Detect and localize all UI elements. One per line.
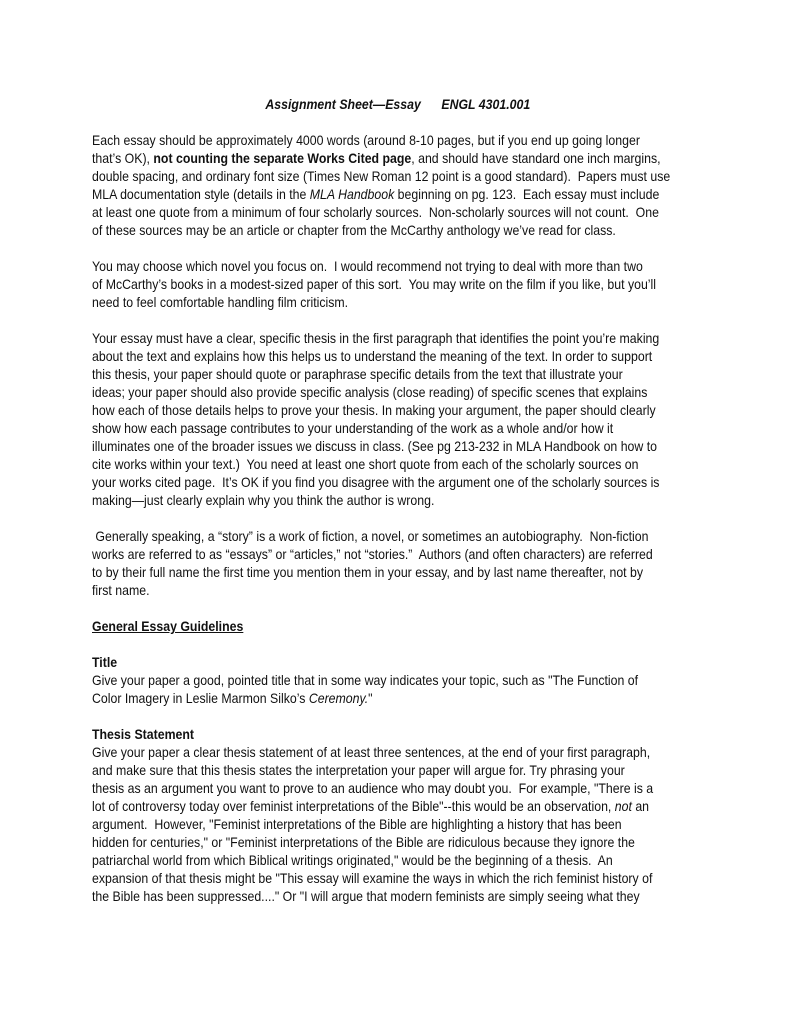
text-line — [92, 293, 708, 311]
text-line — [92, 473, 708, 491]
text-segment: first name. — [92, 582, 150, 598]
text-segment: an — [631, 798, 650, 814]
text-segment: and make sure that this thesis states the interpretation your paper will argue for. Try phrasing your — [92, 762, 625, 778]
text-line — [92, 419, 708, 437]
text-line — [92, 797, 708, 815]
text-segment: expansion of that thesis might be "This essay will examine the ways in which the rich feminist history of — [92, 870, 653, 886]
text-line — [92, 437, 708, 455]
text-segment: lot of controversy today over feminist interpretations of the Bible"--this would be an observation, — [92, 798, 615, 814]
text-segment: thesis as an argument you want to prove to an audience who may doubt you. For example, "There is a — [92, 780, 654, 796]
text-line — [92, 653, 708, 671]
text-line — [92, 671, 708, 689]
text-line — [92, 815, 708, 833]
paragraph — [92, 653, 708, 707]
styled-text: Title — [92, 654, 118, 670]
text-line — [92, 131, 708, 149]
text-line — [92, 779, 708, 797]
text-segment: Each essay should be approximately 4000 words (around 8-10 pages, but if you end up going longer — [92, 132, 640, 148]
text-line — [92, 185, 708, 203]
text-segment: ideas; your paper should also provide specific analysis (close reading) of specific scenes that explains — [92, 384, 648, 400]
text-line — [92, 455, 708, 473]
text-line — [92, 347, 708, 365]
text-line — [92, 275, 708, 293]
text-line — [92, 221, 708, 239]
text-segment: beginning on pg. 123. Each essay must include — [394, 186, 660, 202]
text-line — [92, 563, 708, 581]
text-segment: of McCarthy’s books in a modest-sized paper of this sort. You may write on the film if you like, but you’ll — [92, 276, 657, 292]
text-line — [92, 869, 708, 887]
paragraph — [92, 257, 708, 311]
text-line — [92, 167, 708, 185]
text-line — [92, 617, 708, 635]
spacer — [92, 635, 708, 653]
text-segment: illuminates one of the broader issues we discuss in class. (See pg 213-232 in MLA Handbook on how to — [92, 438, 658, 454]
paragraph — [92, 329, 708, 509]
text-segment: Color Imagery in Leslie Marmon Silko’s — [92, 690, 309, 706]
text-segment: your works cited page. It’s OK if you find you disagree with the argument one of the scholarly sources is — [92, 474, 660, 490]
text-segment: MLA documentation style (details in the — [92, 186, 310, 202]
text-line — [92, 851, 708, 869]
text-line — [92, 743, 708, 761]
styled-text: not — [614, 798, 632, 814]
text-segment: Give your paper a clear thesis statement of at least three sentences, at the end of your first paragraph, — [92, 744, 651, 760]
paragraph — [92, 725, 708, 905]
spacer — [92, 707, 708, 725]
text-segment: to by their full name the first time you mention them in your essay, and by last name thereafter, not by — [92, 564, 644, 580]
text-segment: patriarchal world from which Biblical writings originated," would be the beginning of a thesis. An — [92, 852, 613, 868]
text-segment: works are referred to as “essays” or “articles,” not “stories.” Authors (and often characters) are referred — [92, 546, 653, 562]
paragraph — [92, 527, 708, 599]
text-segment: making—just clearly explain why you think the author is wrong. — [92, 492, 435, 508]
text-line — [92, 401, 708, 419]
text-line — [92, 365, 708, 383]
text-segment: cite works within your text.) You need at least one short quote from each of the scholarly sources on — [92, 456, 639, 472]
spacer — [92, 311, 708, 329]
document-title: Assignment Sheet—Essay ENGL 4301.001 — [265, 96, 531, 112]
text-line — [92, 761, 708, 779]
text-line — [92, 203, 708, 221]
text-line — [92, 689, 708, 707]
text-line — [92, 833, 708, 851]
text-segment: Generally speaking, a “story” is a work of fiction, a novel, or sometimes an autobiography. Non-fiction — [92, 528, 649, 544]
styled-text: Thesis Statement — [92, 726, 195, 742]
text-line — [92, 725, 708, 743]
text-line — [92, 329, 708, 347]
text-line — [92, 581, 708, 599]
spacer — [92, 509, 708, 527]
styled-text: not counting the separate Works Cited page — [153, 150, 412, 166]
text-segment: , and should have standard one inch margins, — [411, 150, 661, 166]
text-segment: Your essay must have a clear, specific thesis in the first paragraph that identifies the point you’re making — [92, 330, 660, 346]
text-segment: show how each passage contributes to your understanding of the work as a whole and/or how it — [92, 420, 614, 436]
text-line — [92, 383, 708, 401]
text-line — [92, 527, 708, 545]
styled-text: General Essay Guidelines — [92, 618, 244, 634]
spacer — [92, 113, 708, 131]
text-segment: about the text and explains how this helps us to understand the meaning of the text. In order to support — [92, 348, 653, 364]
text-segment: hidden for centuries," or "Feminist interpretations of the Bible are ridiculous because they ignore the — [92, 834, 635, 850]
text-segment: " — [368, 690, 373, 706]
text-segment: this thesis, your paper should quote or paraphrase specific details from the text that illustrate your — [92, 366, 623, 382]
document-page — [92, 95, 708, 905]
text-segment: Give your paper a good, pointed title that in some way indicates your topic, such as "The Function of — [92, 672, 639, 688]
text-segment: at least one quote from a minimum of four scholarly sources. Non-scholarly sources will not count. One — [92, 204, 659, 220]
text-line — [92, 545, 708, 563]
text-segment: double spacing, and ordinary font size (Times New Roman 12 point is a good standard). Papers must use — [92, 168, 671, 184]
document-body — [92, 131, 708, 905]
spacer — [92, 599, 708, 617]
text-segment: argument. However, "Feminist interpretations of the Bible are highlighting a history that has been — [92, 816, 622, 832]
text-segment: You may choose which novel you focus on. I would recommend not trying to deal with more than two — [92, 258, 643, 274]
text-segment: how each of those details helps to prove your thesis. In making your argument, the paper should clearly — [92, 402, 656, 418]
text-segment: the Bible has been suppressed...." Or "I will argue that modern feminists are simply seeing what they — [92, 888, 640, 904]
text-line — [92, 257, 708, 275]
text-line — [92, 887, 708, 905]
paragraph — [92, 617, 708, 635]
text-segment: that’s OK), — [92, 150, 154, 166]
text-segment: need to feel comfortable handling film criticism. — [92, 294, 349, 310]
styled-text: Ceremony. — [308, 690, 369, 706]
spacer — [92, 239, 708, 257]
text-segment: of these sources may be an article or chapter from the McCarthy anthology we’ve read for class. — [92, 222, 616, 238]
paragraph — [92, 131, 708, 239]
styled-text: MLA Handbook — [309, 186, 395, 202]
text-line — [92, 491, 708, 509]
text-line — [92, 149, 708, 167]
